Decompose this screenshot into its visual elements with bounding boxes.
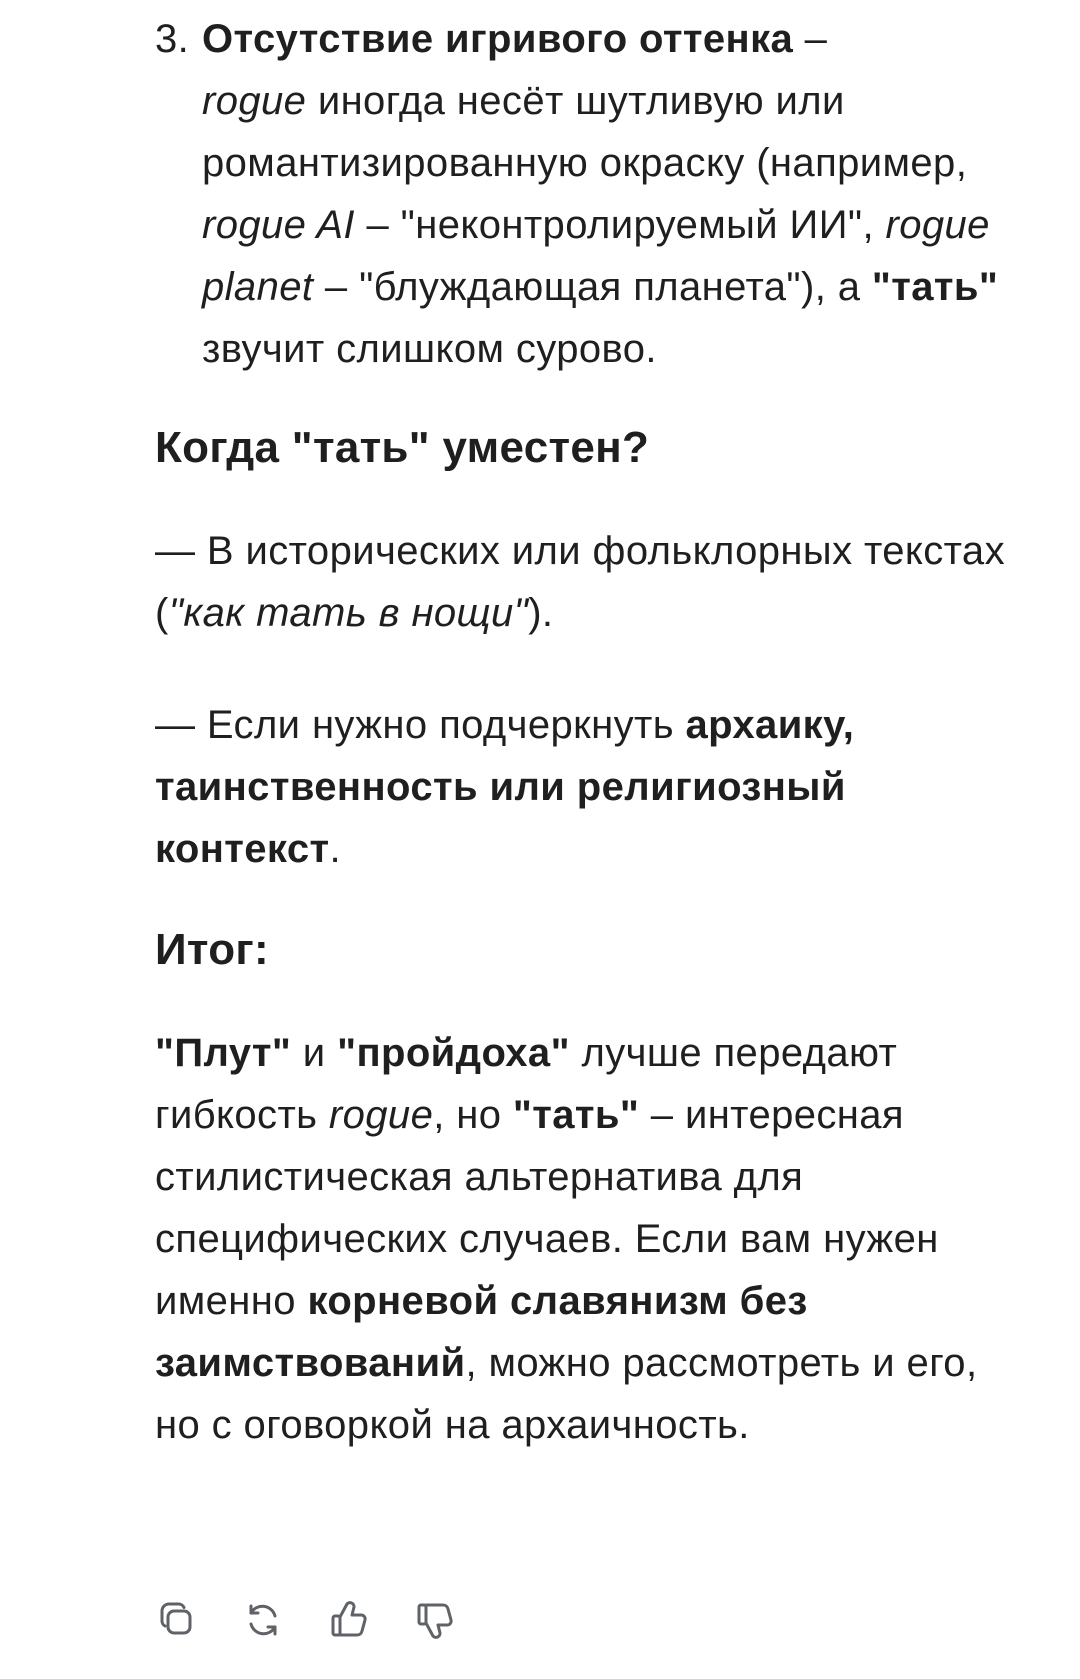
emphasis-slavonicism: корневой славянизм без заимствований bbox=[155, 1279, 808, 1385]
term-rogue: rogue bbox=[328, 1093, 434, 1137]
thumbs-up-icon bbox=[328, 1599, 370, 1641]
regenerate-icon bbox=[242, 1599, 284, 1641]
term-rogue: rogue bbox=[202, 79, 307, 123]
list-text-3: – "блуждающая планета"), а bbox=[313, 265, 872, 309]
copy-icon bbox=[156, 1599, 198, 1641]
para-text: и bbox=[291, 1031, 338, 1075]
paragraph-archaic bbox=[155, 694, 1015, 880]
para-text: – интересная стилистическая альтернатива для специфических случаев. Если вам нужен именно bbox=[155, 1093, 939, 1323]
paragraph-summary bbox=[155, 1022, 1015, 1456]
para-text: лучше передают гибкость bbox=[155, 1031, 898, 1137]
copy-button[interactable] bbox=[155, 1598, 199, 1642]
message-content bbox=[155, 8, 1015, 1456]
term-tat: "тать" bbox=[512, 1093, 640, 1137]
list-text-1: иногда несёт шутливую или романтизированную окраску (например, bbox=[202, 79, 968, 185]
heading-summary: Итог: bbox=[155, 925, 269, 974]
list-item-3 bbox=[155, 8, 1015, 380]
para-text: — Если нужно подчеркнуть bbox=[155, 703, 686, 747]
regenerate-button[interactable] bbox=[241, 1598, 285, 1642]
heading-when-appropriate: Когда "тать" уместен? bbox=[155, 423, 650, 472]
term-plut: "Плут" bbox=[155, 1031, 292, 1075]
example-rogue-ai: rogue AI bbox=[202, 203, 355, 247]
quote-kak-tat: "как тать в нощи" bbox=[168, 591, 529, 635]
para-text: — В исторических или фольклорных текстах ( bbox=[155, 529, 1005, 635]
term-tat: "тать" bbox=[871, 265, 999, 309]
thumbs-down-button[interactable] bbox=[413, 1598, 457, 1642]
paragraph-historical bbox=[155, 520, 1015, 644]
list-item-body bbox=[202, 17, 998, 371]
message-actions-toolbar bbox=[155, 1590, 457, 1650]
emphasis-archaic: архаику, таинственность или религиозный контекст bbox=[155, 703, 855, 871]
list-text-2: – "неконтролируемый ИИ", bbox=[354, 203, 886, 247]
term-proydokha: "пройдоха" bbox=[337, 1031, 570, 1075]
para-text-end: . bbox=[329, 827, 341, 871]
list-item-title: Отсутствие игривого оттенка bbox=[202, 17, 794, 61]
para-text: , можно рассмотреть и его, но с оговоркой на архаичность. bbox=[155, 1341, 978, 1447]
dash-text: – bbox=[793, 17, 828, 61]
para-text-end: ). bbox=[528, 591, 554, 635]
thumbs-down-icon bbox=[414, 1599, 456, 1641]
list-text-4: звучит слишком сурово. bbox=[202, 327, 657, 371]
example-rogue-planet: rogue planet bbox=[202, 203, 990, 309]
para-text: , но bbox=[433, 1093, 513, 1137]
thumbs-up-button[interactable] bbox=[327, 1598, 371, 1642]
list-number: 3. bbox=[155, 17, 190, 61]
